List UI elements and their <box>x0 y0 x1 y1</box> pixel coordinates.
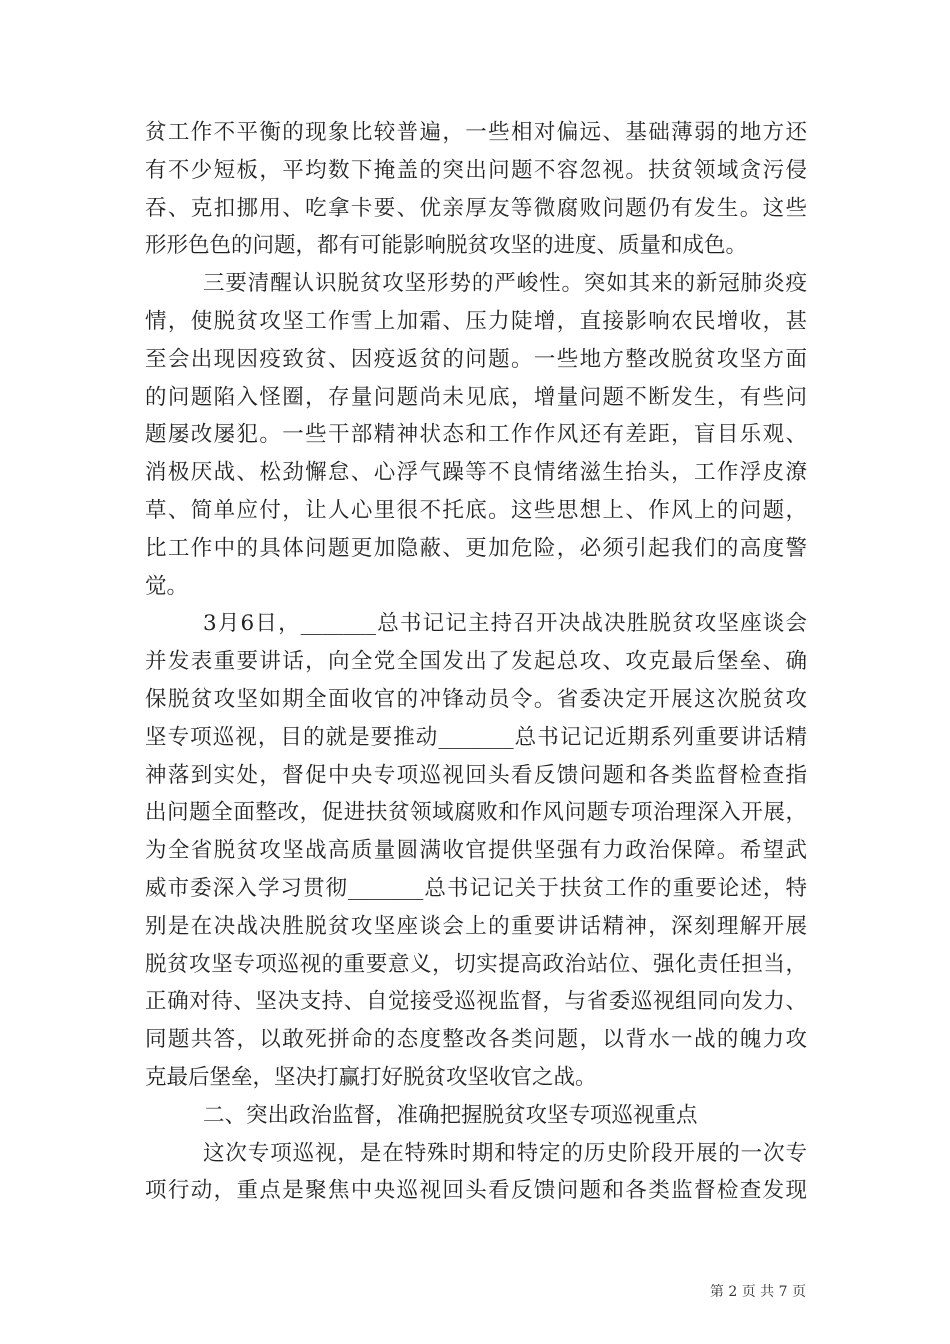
text-line: 别是在决战决胜脱贫攻坚座谈会上的重要讲话精神，深刻理解开展 <box>145 913 807 939</box>
text-line: 的问题陷入怪圈，存量问题尚未见底，增量问题不断发生，有些问 <box>145 384 807 410</box>
text-line: 情，使脱贫攻坚工作雪上加霜、压力陡增，直接影响农民增收，甚 <box>145 308 807 334</box>
text-line: 项行动，重点是聚焦中央巡视回头看反馈问题和各类监督检查发现 <box>145 1178 807 1204</box>
text-line: 出问题全面整改，促进扶贫领域腐败和作风问题专项治理深入开展， <box>145 800 807 826</box>
text-line: 消极厌战、松劲懈怠、心浮气躁等不良情绪滋生抬头，工作浮皮潦 <box>145 460 807 486</box>
text-line: 有不少短板，平均数下掩盖的突出问题不容忽视。扶贫领域贪污侵 <box>145 157 807 183</box>
text-line: 吞、克扣挪用、吃拿卡要、优亲厚友等微腐败问题仍有发生。这些 <box>145 195 807 221</box>
text-line: 克最后堡垒，坚决打赢打好脱贫攻坚收官之战。 <box>145 1064 597 1090</box>
text-line: 草、简单应付，让人心里很不托底。这些思想上、作风上的问题， <box>145 497 807 523</box>
text-line: 二、突出政治监督，准确把握脱贫攻坚专项巡视重点 <box>203 1102 698 1128</box>
text-line: 并发表重要讲话，向全党全国发出了发起总攻、攻克最后堡垒、确 <box>145 649 807 675</box>
text-line: 觉。 <box>145 573 189 599</box>
page-number-footer: 第 2 页 共 7 页 <box>709 1284 806 1300</box>
text-line: 威市委深入学习贯彻_______总书记记关于扶贫工作的重要论述，特 <box>145 875 807 901</box>
text-line: 三要清醒认识脱贫攻坚形势的严峻性。突如其来的新冠肺炎疫 <box>203 271 807 297</box>
text-line: 为全省脱贫攻坚战高质量圆满收官提供坚强有力政治保障。希望武 <box>145 838 807 864</box>
text-line: 脱贫攻坚专项巡视的重要意义，切实提高政治站位、强化责任担当， <box>145 951 807 977</box>
document-body <box>145 114 807 1210</box>
text-line: 题屡改屡犯。一些干部精神状态和工作作风还有差距，盲目乐观、 <box>145 422 807 448</box>
text-line: 同题共答，以敢死拼命的态度整改各类问题，以背水一战的魄力攻 <box>145 1027 807 1053</box>
text-line: 贫工作不平衡的现象比较普遍，一些相对偏远、基础薄弱的地方还 <box>145 120 807 145</box>
text-line: 保脱贫攻坚如期全面收官的冲锋动员令。省委决定开展这次脱贫攻 <box>145 686 807 712</box>
text-line: 3月6日，_______总书记记主持召开决战决胜脱贫攻坚座谈会 <box>203 611 807 637</box>
text-line: 这次专项巡视，是在特殊时期和特定的历史阶段开展的一次专 <box>203 1140 807 1166</box>
text-line: 比工作中的具体问题更加隐蔽、更加危险，必须引起我们的高度警 <box>145 535 807 561</box>
text-line: 至会出现因疫致贫、因疫返贫的问题。一些地方整改脱贫攻坚方面 <box>145 346 807 372</box>
text-line: 正确对待、坚决支持、自觉接受巡视监督，与省委巡视组同向发力、 <box>145 989 807 1015</box>
text-line: 神落到实处，督促中央专项巡视回头看反馈问题和各类监督检查指 <box>145 762 807 788</box>
text-line: 坚专项巡视，目的就是要推动_______总书记记近期系列重要讲话精 <box>145 724 807 750</box>
text-line: 形形色色的问题，都有可能影响脱贫攻坚的进度、质量和成色。 <box>145 233 748 259</box>
